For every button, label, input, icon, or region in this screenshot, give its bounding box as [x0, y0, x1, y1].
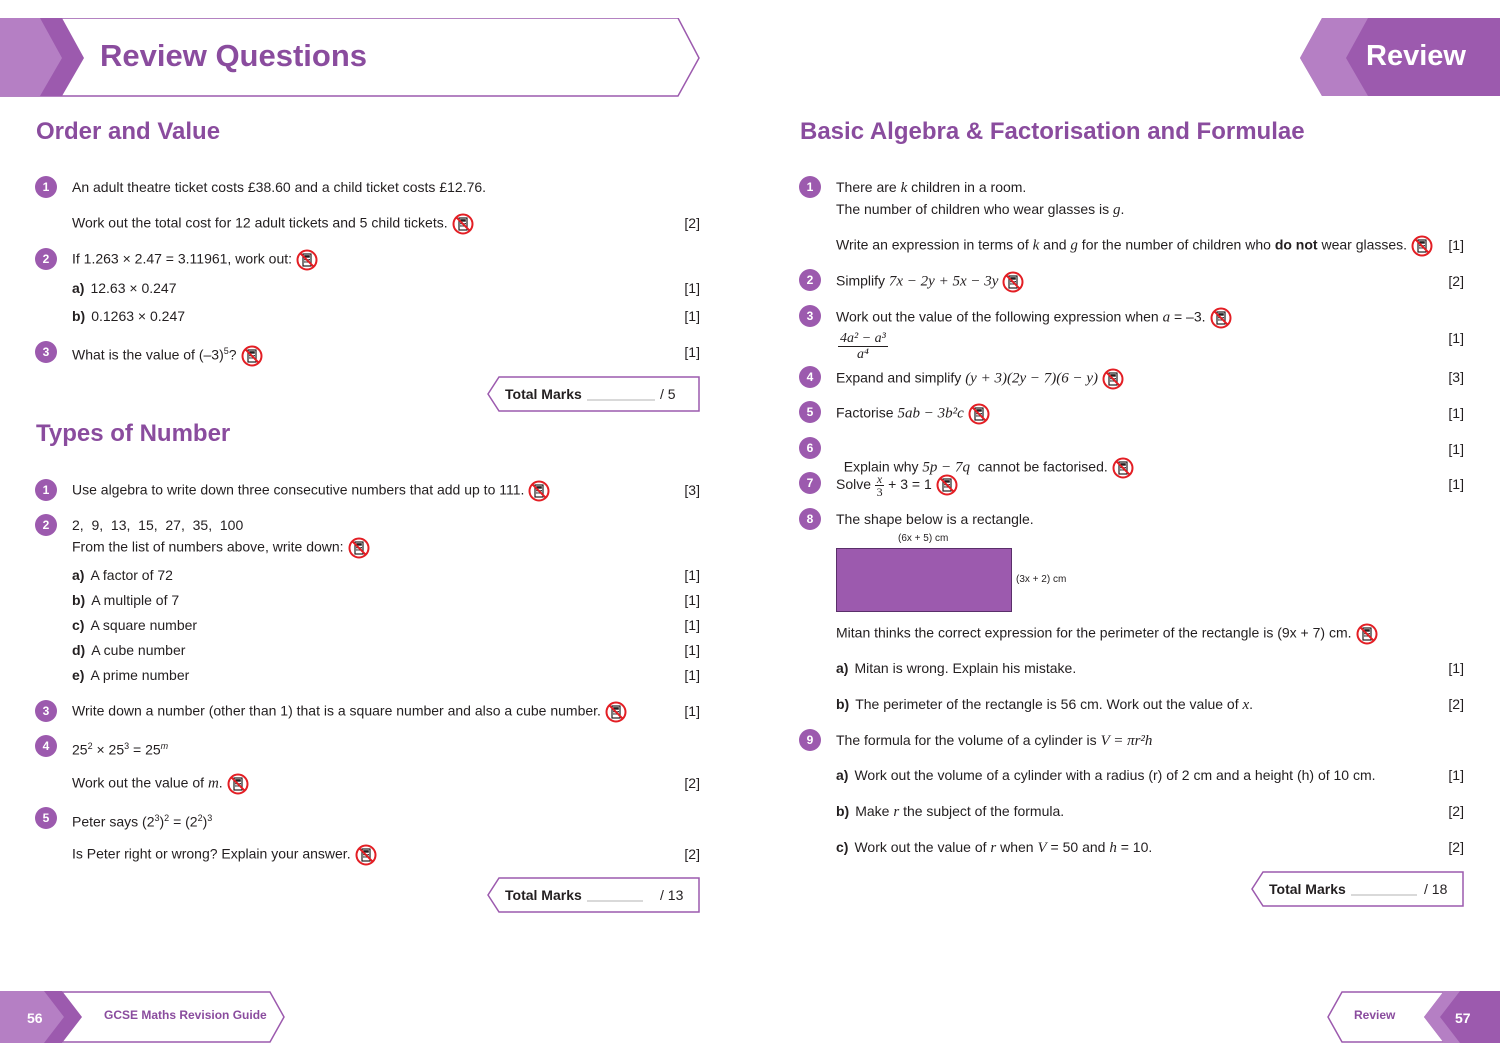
- marks: [2]: [1448, 273, 1464, 289]
- question-number: 5: [35, 807, 57, 829]
- question-text: Factorise 5ab − 3b²c: [836, 403, 990, 425]
- equation: Peter says $(2^3)^2 = (2^2)^3$: [72, 813, 213, 830]
- marks: [2]: [684, 215, 700, 231]
- marks: [1]: [1448, 767, 1464, 783]
- question-text: There are k children in a room.: [836, 179, 1027, 196]
- no-calculator-icon: [241, 345, 263, 367]
- marks: [1]: [1448, 476, 1464, 492]
- no-calculator-icon: [605, 701, 627, 723]
- footer-book-title: GCSE Maths Revision Guide: [104, 1008, 267, 1022]
- question-text: What is the value of $(-3)^5$?: [72, 342, 263, 367]
- marks: [1]: [684, 280, 700, 296]
- equation: $25^2 \times 25^3 = 25^m$: [72, 741, 169, 758]
- question-text: Mitan thinks the correct expression for the perimeter of the rectangle is (9x + 7) cm.: [836, 623, 1378, 645]
- marks: [1]: [1448, 441, 1464, 457]
- fraction-expression: $\frac{\text{4a² − a³}}{\text{a⁴}}$: [840, 331, 886, 362]
- sub-question: b) Make r the subject of the formula.: [836, 803, 1065, 820]
- question-number: 1: [35, 176, 57, 198]
- section-title-order-value: Order and Value: [36, 118, 221, 145]
- sub-question: c) A square number: [72, 617, 198, 633]
- review-tab-label: Review: [1366, 40, 1466, 72]
- question-text: An adult theatre ticket costs £38.60 and a child ticket costs £12.76.: [72, 179, 487, 195]
- no-calculator-icon: [528, 480, 550, 502]
- sub-question: d) A cube number: [72, 642, 186, 658]
- marks: [1]: [684, 592, 700, 608]
- question-number: 7: [799, 472, 821, 494]
- question-text: Write down a number (other than 1) that is a square number and also a cube number.: [72, 701, 627, 723]
- footer-right-banner: [1326, 991, 1500, 1043]
- section-title-algebra: Basic Algebra & Factorisation and Formulae: [800, 118, 1305, 145]
- marks: [1]: [684, 567, 700, 583]
- question-text: Work out the value of m.: [72, 773, 249, 795]
- marks: [1]: [684, 344, 700, 360]
- sub-question: a) Mitan is wrong. Explain his mistake.: [836, 660, 1077, 676]
- total-marks-label: Total Marks: [505, 386, 582, 402]
- no-calculator-icon: [227, 773, 249, 795]
- sub-question: c) Work out the value of r when V = 50 and h = 10.: [836, 839, 1153, 856]
- marks: [2]: [684, 846, 700, 862]
- question-number: 2: [35, 248, 57, 270]
- question-text: Solve $\frac{x}{3}$ + 3 = 1: [836, 470, 958, 498]
- question-number: 4: [35, 735, 57, 757]
- sub-question: a) 12.63 × 0.247: [72, 280, 177, 296]
- total-marks-value: / 13: [660, 887, 684, 903]
- sub-question: e) A prime number: [72, 667, 190, 683]
- marks: [1]: [684, 703, 700, 719]
- question-text: Use algebra to write down three consecutive numbers that add up to 111.: [72, 480, 550, 502]
- no-calculator-icon: [1002, 271, 1024, 293]
- total-marks-label: Total Marks: [505, 887, 582, 903]
- page-number-left: 56: [27, 1010, 43, 1026]
- footer-section-name: Review: [1354, 1008, 1396, 1022]
- sub-question: b) 0.1263 × 0.247: [72, 308, 186, 324]
- marks: [1]: [1448, 405, 1464, 421]
- question-number: 5: [799, 401, 821, 423]
- question-number: 1: [799, 176, 821, 198]
- question-text: Expand and simplify (y + 3)(2y − 7)(6 − y): [836, 368, 1124, 390]
- question-number: 4: [799, 366, 821, 388]
- no-calculator-icon: [1112, 457, 1134, 479]
- marks: [1]: [1448, 660, 1464, 676]
- question-number: 3: [35, 700, 57, 722]
- question-number: 9: [799, 729, 821, 751]
- no-calculator-icon: [968, 403, 990, 425]
- question-text: Explain why 5p − 7q cannot be factorised.: [836, 439, 1134, 479]
- marks: [2]: [1448, 696, 1464, 712]
- question-text: From the list of numbers above, write down:: [72, 537, 370, 559]
- total-marks-value: / 18: [1424, 881, 1448, 897]
- question-text: Simplify 7x − 2y + 5x − 3y: [836, 271, 1024, 293]
- marks: [1]: [1448, 237, 1464, 253]
- question-number: 2: [799, 269, 821, 291]
- marks: [2]: [684, 775, 700, 791]
- question-text: Is Peter right or wrong? Explain your answer.: [72, 844, 377, 866]
- no-calculator-icon: [1210, 307, 1232, 329]
- total-marks-value: / 5: [660, 386, 676, 402]
- sub-question: a) A factor of 72: [72, 567, 173, 583]
- marks: [1]: [684, 642, 700, 658]
- marks: [2]: [1448, 839, 1464, 855]
- no-calculator-icon: [1411, 235, 1433, 257]
- sub-question: b) The perimeter of the rectangle is 56 cm. Work out the value of x.: [836, 696, 1254, 713]
- question-text: The number of children who wear glasses is g.: [836, 201, 1125, 218]
- question-text: Work out the value of the following expression when a = –3.: [836, 307, 1232, 329]
- question-number: 8: [799, 508, 821, 530]
- question-number: 1: [35, 479, 57, 501]
- marks: [1]: [684, 667, 700, 683]
- question-text: If 1.263 × 2.47 = 3.11961, work out:: [72, 249, 318, 271]
- question-text: The formula for the volume of a cylinder is V = πr²h: [836, 732, 1153, 749]
- question-number: 3: [799, 305, 821, 327]
- sub-question: b) A multiple of 7: [72, 592, 180, 608]
- marks: [1]: [684, 308, 700, 324]
- page-number-right: 57: [1455, 1010, 1471, 1026]
- rectangle-shape: [836, 548, 1012, 612]
- marks: [3]: [1448, 369, 1464, 385]
- no-calculator-icon: [936, 474, 958, 496]
- marks: [1]: [1448, 330, 1464, 346]
- question-text: Write an expression in terms of k and g for the number of children who do not wear glasses.: [836, 235, 1433, 257]
- number-list: 2, 9, 13, 15, 27, 35, 100: [72, 517, 244, 533]
- no-calculator-icon: [348, 537, 370, 559]
- question-text: The shape below is a rectangle.: [836, 511, 1034, 527]
- question-number: 2: [35, 514, 57, 536]
- marks: [3]: [684, 482, 700, 498]
- no-calculator-icon: [1102, 368, 1124, 390]
- no-calculator-icon: [452, 213, 474, 235]
- no-calculator-icon: [355, 844, 377, 866]
- no-calculator-icon: [1356, 623, 1378, 645]
- marks: [1]: [684, 617, 700, 633]
- question-number: 6: [799, 437, 821, 459]
- no-calculator-icon: [296, 249, 318, 271]
- section-title-types-number: Types of Number: [36, 420, 231, 447]
- page-title: Review Questions: [100, 38, 368, 73]
- question-number: 3: [35, 341, 57, 363]
- rectangle-height-label: (3x + 2) cm: [1016, 574, 1067, 585]
- question-text: Work out the total cost for 12 adult tickets and 5 child tickets.: [72, 213, 474, 235]
- rectangle-width-label: (6x + 5) cm: [898, 533, 949, 544]
- sub-question: a) Work out the volume of a cylinder with a radius (r) of 2 cm and a height (h) of 10 cm.: [836, 767, 1376, 783]
- marks: [2]: [1448, 803, 1464, 819]
- total-marks-label: Total Marks: [1269, 881, 1346, 897]
